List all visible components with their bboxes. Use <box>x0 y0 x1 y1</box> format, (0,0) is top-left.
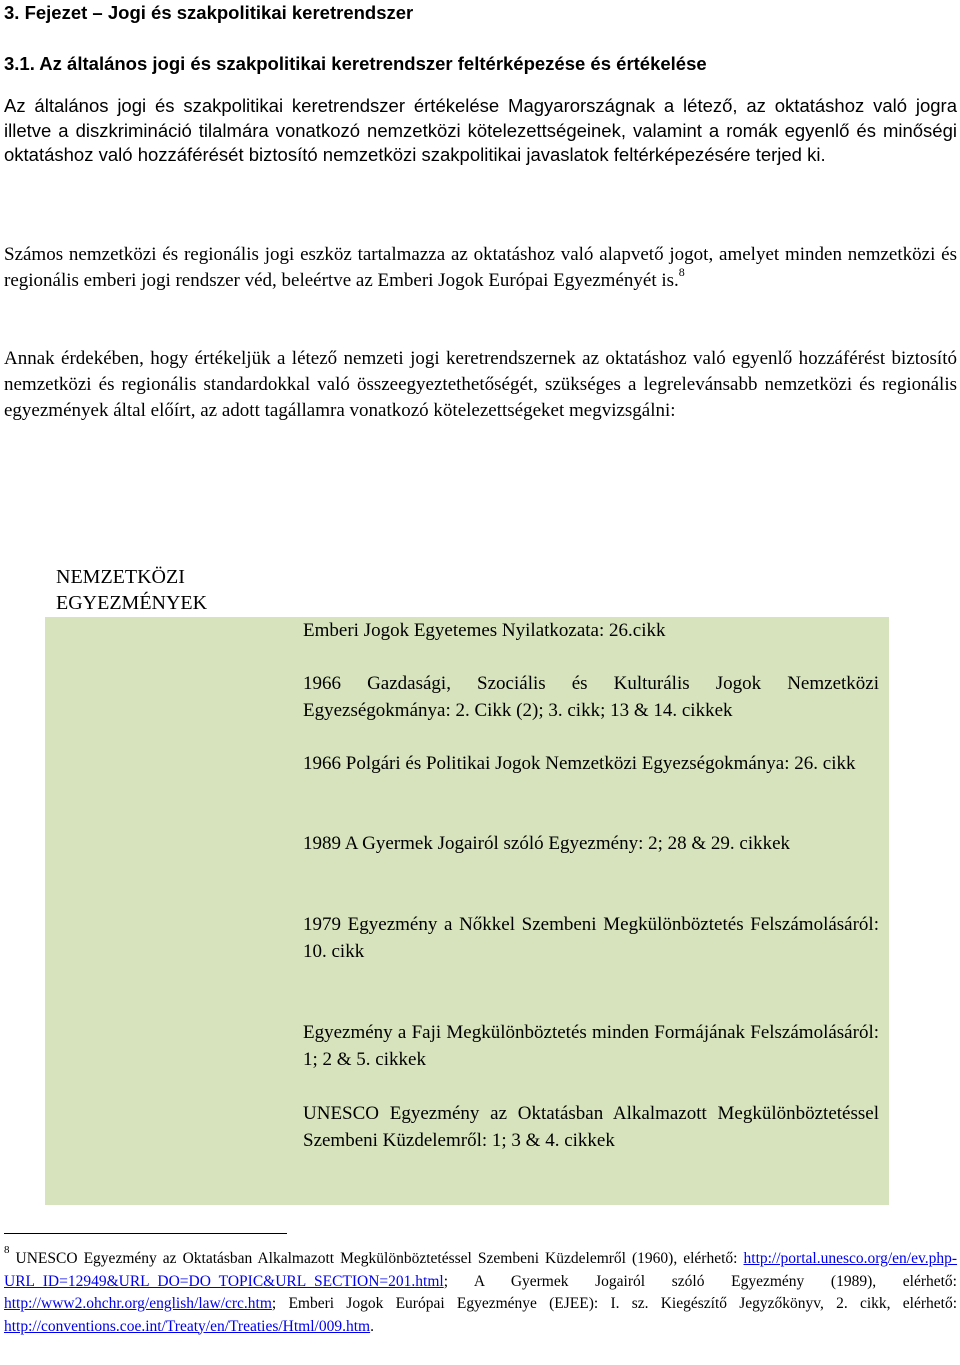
intro-paragraph: Az általános jogi és szakpolitikai keretrendszer értékelése Magyarországnak a létező, az oktatáshoz való jogra illetve a diszkrimináció tilalmára vonatkozó nemzetközi kötelezettségeinek, valamint a romák egyenlő és minőségi oktatáshoz való hozzáférését biztosító nemzetközi szakpolitikai javaslatok feltérképezésére terjed ki. <box>4 95 957 166</box>
chapter-title: 3. Fejezet – Jogi és szakpolitikai keretrendszer <box>4 2 414 23</box>
treaties-heading-line: NEMZETKÖZI <box>56 566 185 588</box>
footnote-number: 8 <box>4 1243 10 1256</box>
treaty-item: UNESCO Egyezmény az Oktatásban Alkalmazott Megkülönböztetéssel Szembeni Küzdelemről: 1; 3 & 4. cikkek <box>303 1103 879 1151</box>
ohchr-link[interactable]: http://www2.ohchr.org/english/law/crc.htm <box>4 1295 272 1312</box>
section-title: 3.1. Az általános jogi és szakpolitikai keretrendszer feltérképezése és értékelése <box>4 53 707 74</box>
treaty-item: 1966 Gazdasági, Szociális és Kulturális Jogok Nemzetközi Egyezségokmánya: 2. Cikk (2); 3. cikk; 13 & 14. cikkek <box>303 673 879 721</box>
footnote-separator <box>4 1233 287 1234</box>
footnote-text: ; Emberi Jogok Európai Egyezménye (EJEE): I. sz. Kiegészítő Jegyzőkönyv, 2. cikk, elérhető: <box>271 1295 957 1312</box>
treaty-item: 1966 Polgári és Politikai Jogok Nemzetközi Egyezségokmánya: 26. cikk <box>303 753 856 774</box>
treaty-item: Emberi Jogok Egyetemes Nyilatkozata: 26.cikk <box>303 620 666 641</box>
treaty-list-box <box>45 617 889 1205</box>
paragraph-text: Számos nemzetközi és regionális jogi eszköz tartalmazza az oktatáshoz való alapvető jogot, amelyet minden nemzetközi és regionális emberi jogi rendszer véd, beleértve az Emberi Jogok Európai Egyezményét is. <box>4 244 957 291</box>
treaty-item: 1989 A Gyermek Jogairól szóló Egyezmény: 2; 28 & 29. cikkek <box>303 833 791 854</box>
legal-instruments-paragraph <box>4 242 957 294</box>
footnote-text: UNESCO Egyezmény az Oktatásban Alkalmazott Megkülönböztetéssel Szembeni Küzdelemről (1960), elérhető: <box>15 1250 738 1267</box>
treaty-item: 1979 Egyezmény a Nőkkel Szembeni Megkülönböztetés Felszámolásáról: 10. cikk <box>303 914 879 962</box>
footnote-text: . <box>370 1317 374 1335</box>
assessment-paragraph: Annak érdekében, hogy értékeljük a létező nemzeti jogi keretrendszernek az oktatáshoz való egyenlő hozzáférést biztosító nemzetközi és regionális standardokkal való összeegyeztethetőségét, szükséges a legrelevánsabb nemzetközi és regionális egyezmények által előírt, az adott tagállamra vonatkozó kötelezettségeket megvizsgálni: <box>4 348 957 421</box>
treaties-heading <box>56 564 207 616</box>
treaty-item: Egyezmény a Faji Megkülönböztetés minden Formájának Felszámolásáról: 1; 2 & 5. cikkek <box>303 1022 879 1070</box>
unesco-link[interactable]: http://portal.unesco.org/en/ev.php-URL_ID=12949&URL_DO=DO_TOPIC&URL_SECTION=201.html <box>4 1250 958 1290</box>
coe-link[interactable]: http://conventions.coe.int/Treaty/en/Treaties/Html/009.htm <box>4 1317 371 1335</box>
treaties-heading-line: EGYEZMÉNYEK <box>56 592 208 614</box>
footnote <box>4 1243 958 1338</box>
footnote-text: ; A Gyermek Jogairól szóló Egyezmény (1989), elérhető: <box>443 1272 957 1290</box>
footnote-reference[interactable]: 8 <box>678 265 685 280</box>
